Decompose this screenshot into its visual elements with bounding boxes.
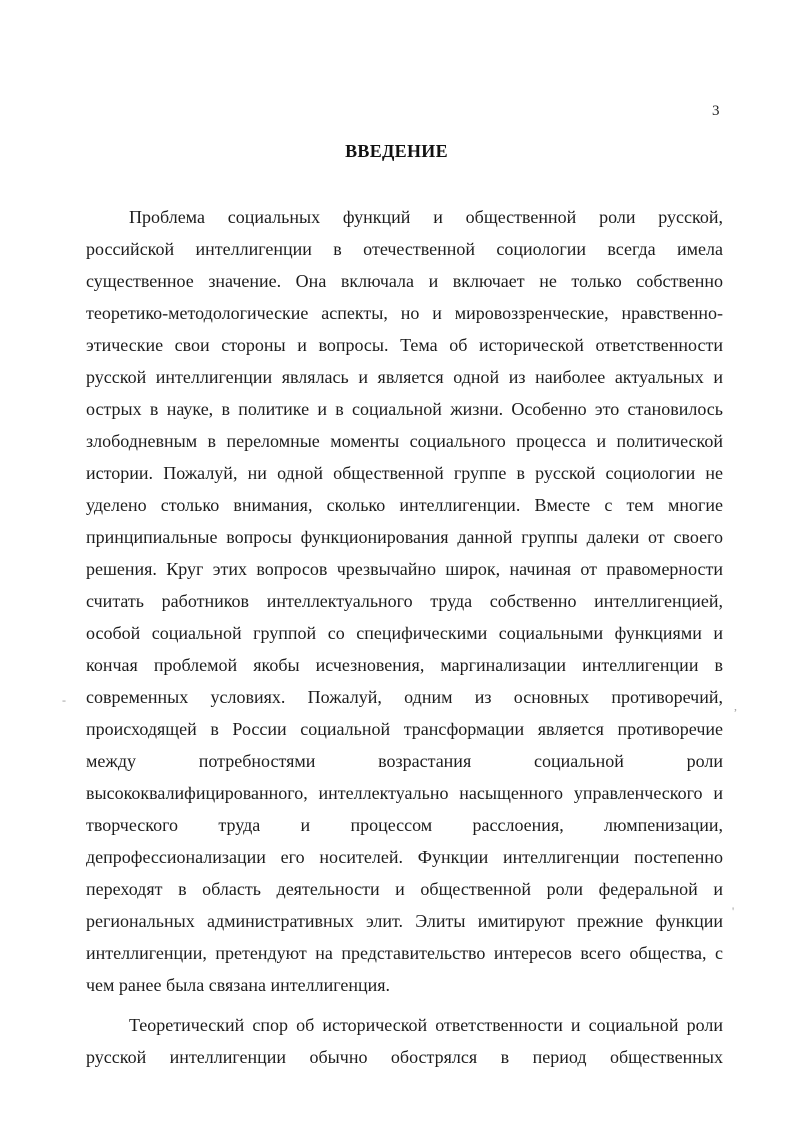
paragraph-line: депрофессионализации его носителей. Функции интеллигенции постепенно xyxy=(86,847,723,867)
paragraph-line: российской интеллигенции в отечественной социологии всегда имела xyxy=(86,239,723,259)
page-title: ВВЕДЕНИЕ xyxy=(345,141,448,161)
paragraph-line: региональных административных элит. Элиты имитируют прежние функции xyxy=(86,911,723,931)
paragraph-line: русской интеллигенции являлась и является одной из наиболее актуальных и xyxy=(86,367,723,387)
paragraph-line: считать работников интеллектуального труда собственно интеллигенцией, xyxy=(86,591,723,611)
scan-mark: - xyxy=(62,693,66,707)
paragraph-line: кончая проблемой якобы исчезновения, маргинализации интеллигенции в xyxy=(86,655,723,675)
paragraph-line: высококвалифицированного, интеллектуально насыщенного управленческого и xyxy=(86,783,723,803)
paragraph-line: Теоретический спор об исторической ответственности и социальной роли xyxy=(129,1015,723,1035)
scan-mark: ' xyxy=(732,904,735,918)
paragraph-line: этические свои стороны и вопросы. Тема об исторической ответственности xyxy=(86,335,723,355)
paragraph-line: Проблема социальных функций и общественной роли русской, xyxy=(129,207,723,227)
page-number: 3 xyxy=(712,103,720,119)
paragraph-line: чем ранее была связана интеллигенция. xyxy=(86,975,391,995)
paragraph-line: происходящей в России социальной трансформации является противоречие xyxy=(86,719,723,739)
paragraph-line: современных условиях. Пожалуй, одним из основных противоречий, xyxy=(86,687,723,707)
paragraph-line: русской интеллигенции обычно обострялся в период общественных xyxy=(86,1047,723,1067)
paragraph-line: острых в науке, в политике и в социальной жизни. Особенно это становилось xyxy=(86,399,723,419)
paragraph-line: злободневным в переломные моменты социального процесса и политической xyxy=(86,431,723,451)
paragraph-line: теоретико-методологические аспекты, но и мировоззренческие, нравственно- xyxy=(86,303,723,323)
paragraph-line: переходят в область деятельности и общественной роли федеральной и xyxy=(86,879,723,899)
paragraph-line: истории. Пожалуй, ни одной общественной группе в русской социологии не xyxy=(86,463,723,483)
paragraph-line: между потребностями возрастания социальной роли xyxy=(86,751,723,771)
paragraph-line: уделено столько внимания, сколько интеллигенции. Вместе с тем многие xyxy=(86,495,723,515)
paragraph-line: интеллигенции, претендуют на представительство интересов всего общества, с xyxy=(86,943,723,963)
paragraph-line: особой социальной группой со специфическими социальными функциями и xyxy=(86,623,723,643)
paragraph-line: творческого труда и процессом расслоения, люмпенизации, xyxy=(86,815,723,835)
paragraph-line: принципиальные вопросы функционирования данной группы далеки от своего xyxy=(86,527,723,547)
paragraph-line: решения. Круг этих вопросов чрезвычайно широк, начиная от правомерности xyxy=(86,559,723,579)
scan-mark: , xyxy=(734,699,737,713)
paragraph-line: существенное значение. Она включала и включает не только собственно xyxy=(86,271,723,291)
